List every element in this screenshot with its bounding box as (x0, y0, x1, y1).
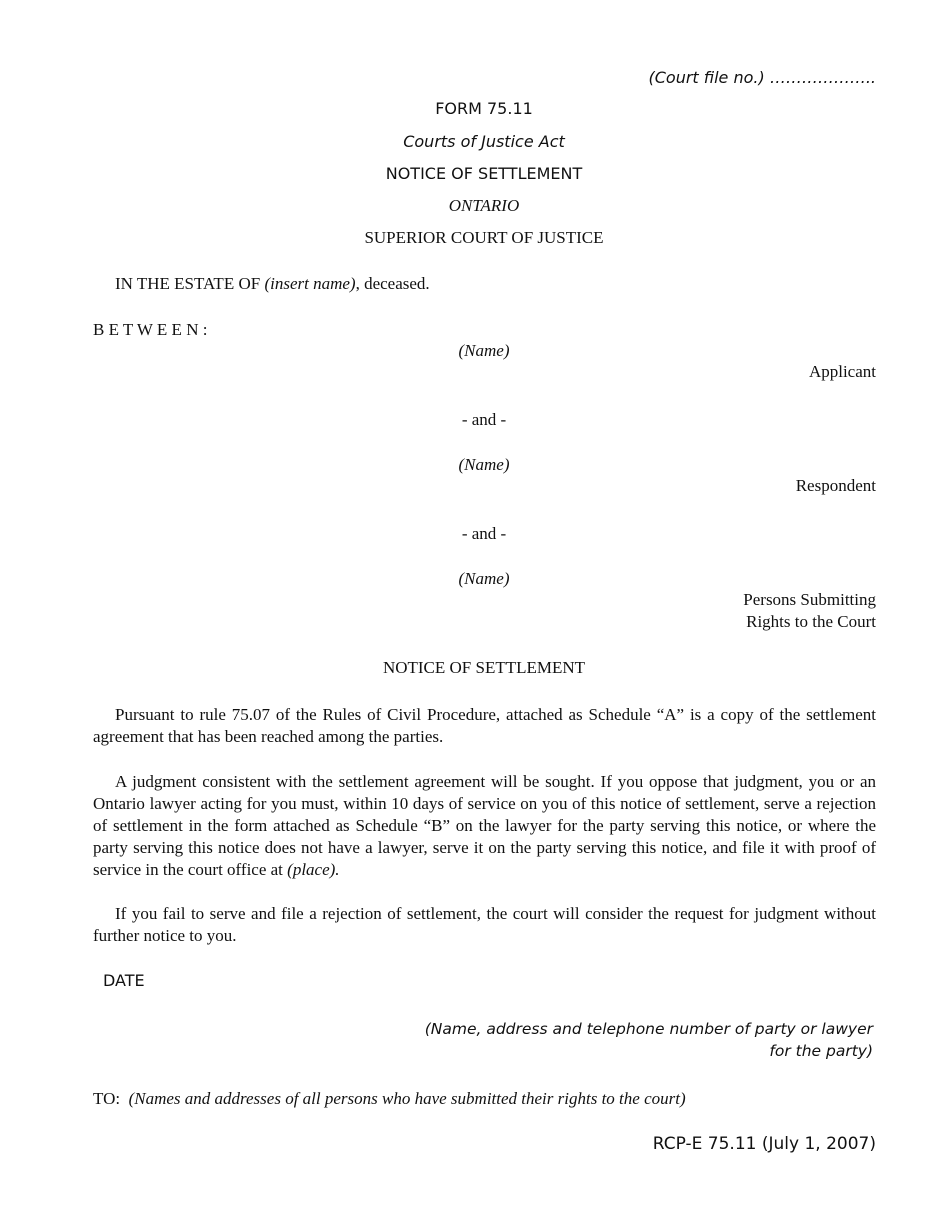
form-number: FORM 75.11 (435, 99, 533, 118)
form-title: NOTICE OF SETTLEMENT (385, 164, 583, 183)
between-label: B E T W E E N : (93, 320, 208, 339)
estate-prefix: IN THE ESTATE OF (115, 274, 261, 293)
applicant-name: (Name) (458, 341, 510, 360)
persons-role-line1: Persons Submitting (743, 590, 876, 609)
court-file-number: (Court file no.) ……………….. (648, 68, 876, 87)
act-name: Courts of Justice Act (403, 132, 565, 151)
estate-line (115, 274, 430, 294)
estate-name-placeholder: (insert name) (264, 274, 356, 293)
court-name: SUPERIOR COURT OF JUSTICE (364, 228, 604, 247)
and-separator-1: - and - (461, 410, 507, 429)
paragraph-2 (93, 771, 876, 881)
applicant-role: Applicant (808, 362, 876, 381)
body-heading: NOTICE OF SETTLEMENT (382, 658, 586, 677)
and-separator-2: - and - (461, 524, 507, 543)
persons-name: (Name) (458, 569, 510, 588)
persons-role-line2: Rights to the Court (746, 612, 876, 631)
date-label: DATE (103, 971, 145, 990)
to-label: TO: (93, 1089, 121, 1108)
signer-line-2: for the party) (769, 1042, 873, 1060)
respondent-role: Respondent (795, 476, 876, 495)
paragraph-1-text: Pursuant to rule 75.07 of the Rules of Civil Procedure, attached as Schedule “A” is a copy of the settlement agreement that has been reached among the parties. (93, 705, 876, 746)
to-line (93, 1089, 686, 1109)
form-code: RCP-E 75.11 (July 1, 2007) (652, 1134, 876, 1154)
estate-suffix: , deceased. (355, 274, 430, 293)
paragraph-3-text: If you fail to serve and file a rejection of settlement, the court will consider the request for judgment without further notice to you. (93, 904, 876, 945)
province: ONTARIO (448, 196, 520, 215)
respondent-name: (Name) (458, 455, 510, 474)
paragraph-1 (93, 704, 876, 748)
paragraph-2-text: A judgment consistent with the settlement agreement will be sought. If you oppose that judgment, you or an Ontario lawyer acting for you must, within 10 days of service on you of this notice of settlement, serve a rejection of settlement in the form attached as Schedule “B” on the lawyer for the party serving this notice, or where the party serving this notice does not have a lawyer, serve it on the party serving this notice, and file it with proof of service in the court office at (93, 772, 876, 879)
to-recipients: (Names and addresses of all persons who have submitted their rights to the court) (128, 1089, 686, 1108)
paragraph-3 (93, 903, 876, 947)
paragraph-2-place: (place). (287, 860, 340, 879)
signer-line-1: (Name, address and telephone number of party or lawyer (424, 1020, 873, 1038)
